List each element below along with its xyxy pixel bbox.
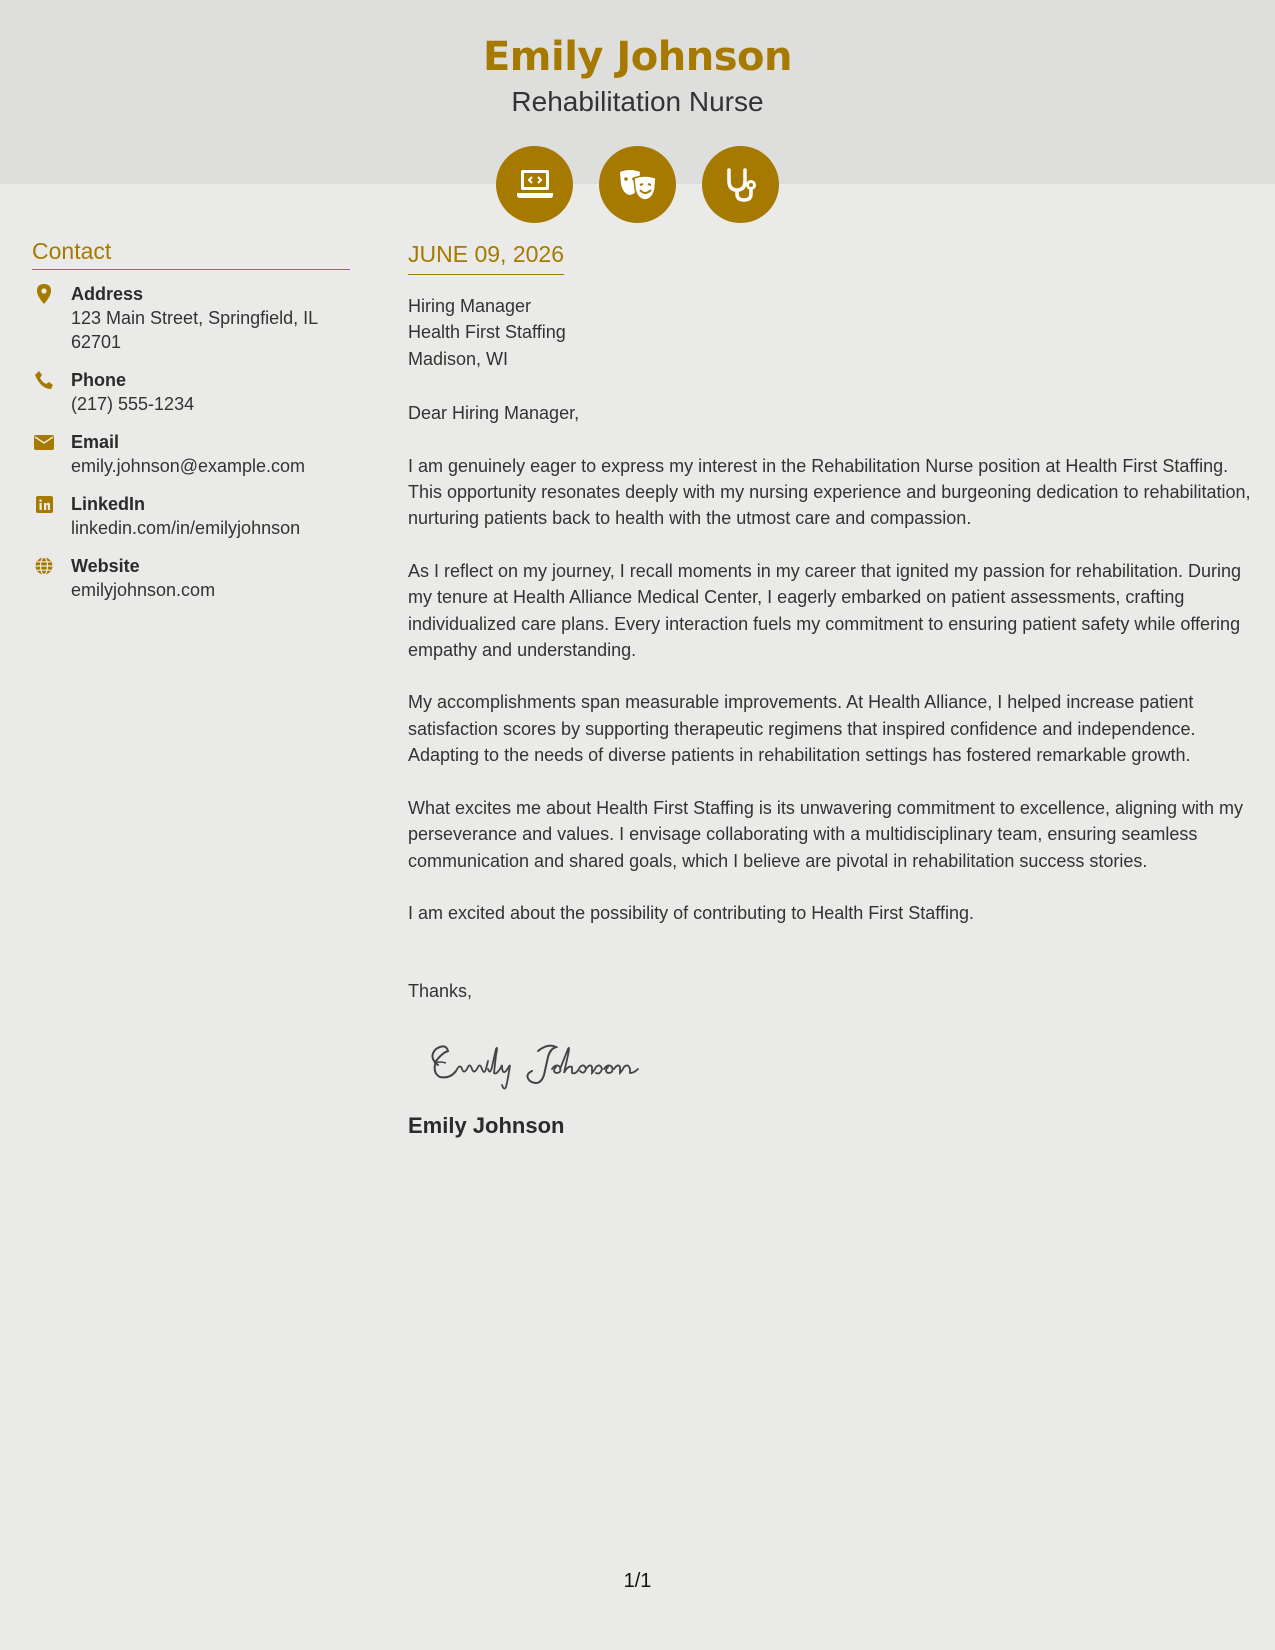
address-value: 123 Main Street, Springfield, IL 62701: [71, 308, 318, 352]
recipient-line: Health First Staffing: [408, 322, 566, 343]
website-label: Website: [71, 556, 140, 576]
map-pin-icon: [34, 284, 54, 304]
envelope-icon: [34, 432, 54, 452]
phone-icon: [34, 370, 54, 390]
handwritten-signature: [424, 1035, 1253, 1091]
applicant-title: Rehabilitation Nurse: [511, 86, 764, 117]
letter-paragraph: What excites me about Health First Staffing is its unwavering commitment to excellence, aligning with my perseverance and values. I envisage collaborating with a multidisciplinary team, ensuring seamless communication and shared goals, which I believe are pivotal in rehabilitation success stories.: [408, 797, 1244, 871]
contact-website: [32, 554, 350, 602]
letter-paragraph: I am genuinely eager to express my interest in the Rehabilitation Nurse position at Health First Staffing. This opportunity resonates deeply with my nursing experience and burgeoning dedication to rehabilitation, nurturing patients back to health with the utmost care and compassion.: [408, 455, 1251, 529]
linkedin-icon: [34, 494, 54, 514]
address-label: Address: [71, 284, 144, 304]
globe-icon: [34, 556, 54, 576]
applicant-name: Emily Johnson: [482, 34, 792, 80]
salutation: Dear Hiring Manager,: [408, 403, 580, 424]
stethoscope-icon: [702, 146, 779, 223]
email-label: Email: [71, 432, 120, 452]
linkedin-value: linkedin.com/in/emilyjohnson: [71, 518, 301, 538]
page-number: 1/1: [623, 1570, 652, 1592]
website-value: emilyjohnson.com: [71, 580, 216, 600]
contact-phone: [32, 368, 350, 416]
letter-date: JUNE 09, 2026: [408, 240, 564, 275]
recipient-line: Hiring Manager: [408, 296, 532, 316]
laptop-code-icon: [496, 146, 573, 223]
contact-address: [32, 282, 350, 354]
letter-paragraph: My accomplishments span measurable improvements. At Health Alliance, I helped increase patient satisfaction scores by supporting therapeutic regimens that inspired confidence and independence. Adapting to the needs of diverse patients in rehabilitation settings has fostered remarkable growth.: [408, 692, 1196, 766]
signer-name: Emily Johnson: [408, 1112, 565, 1138]
linkedin-label: LinkedIn: [71, 494, 146, 514]
letter-body: [408, 240, 1253, 1139]
closing: Thanks,: [408, 981, 473, 1002]
contact-email: [32, 430, 350, 478]
header-icons: [496, 146, 779, 223]
recipient-block: [408, 293, 1253, 372]
recipient-line: Madison, WI: [408, 348, 509, 369]
contact-linkedin: [32, 492, 350, 540]
letter-paragraph: As I reflect on my journey, I recall moments in my career that ignited my passion for rehabilitation. During my tenure at Health Alliance Medical Center, I eagerly embarked on patient assessments, crafting individualized care plans. Every interaction fuels my commitment to ensuring patient safety while offering empathy and understanding.: [408, 560, 1242, 661]
email-value: emily.johnson@example.com: [71, 456, 306, 476]
contact-sidebar: [32, 238, 350, 616]
letter-paragraph: I am excited about the possibility of contributing to Health First Staffing.: [408, 902, 974, 923]
phone-label: Phone: [71, 370, 127, 390]
phone-value: (217) 555-1234: [71, 394, 195, 414]
theater-masks-icon: [599, 146, 676, 223]
contact-heading: Contact: [32, 238, 350, 270]
